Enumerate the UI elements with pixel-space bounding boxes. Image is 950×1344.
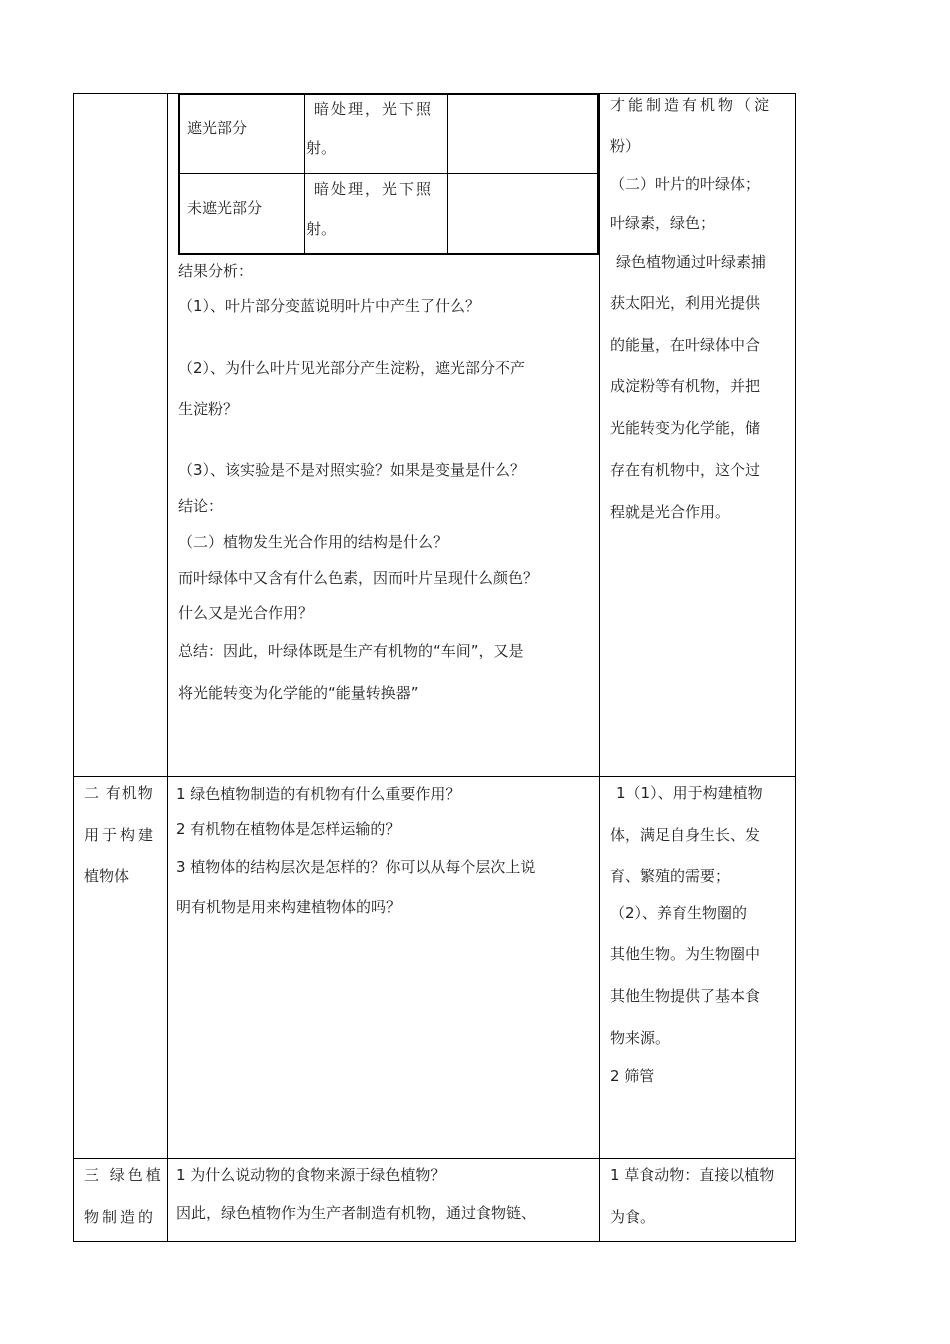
text-line: 3 植物体的结构层次是怎样的？你可以从每个层次上说 bbox=[176, 858, 536, 876]
row-divider-1 bbox=[73, 776, 796, 777]
inner-cell-treatment-2a: 暗处理，光下照 bbox=[314, 180, 434, 198]
outer-border-left bbox=[73, 93, 74, 1242]
inner-table-col-1 bbox=[304, 93, 305, 255]
text-line: 明有机物是用来构建植物体的吗？ bbox=[176, 898, 402, 916]
text-line: 粉） bbox=[610, 137, 641, 155]
row-divider-2 bbox=[73, 1158, 796, 1159]
text-line: 而叶绿体中又含有什么色素，因而叶片呈现什么颜色？ bbox=[178, 569, 539, 587]
text-line: （2）、为什么叶片见光部分产生淀粉，遮光部分不产 bbox=[178, 359, 526, 377]
text-line: 体，满足自身生长、发 bbox=[610, 826, 761, 844]
text-line: 2 筛管 bbox=[610, 1067, 655, 1085]
section-heading: 二 有机物 bbox=[84, 784, 154, 802]
text-line: 为食。 bbox=[610, 1208, 656, 1226]
text-line: 育、繁殖的需要； bbox=[610, 867, 731, 885]
inner-table-col-2 bbox=[447, 93, 448, 255]
text-line: 才能制造有机物（淀 bbox=[610, 96, 773, 114]
text-line: 获太阳光，利用光提供 bbox=[610, 294, 761, 312]
text-line: 的能量，在叶绿体中合 bbox=[610, 336, 761, 354]
inner-table-mid bbox=[178, 173, 598, 174]
text-line: 成淀粉等有机物，并把 bbox=[610, 377, 761, 395]
text-line: 1（1）、用于构建植物 bbox=[616, 784, 763, 802]
text-line: 1 绿色植物制造的有机物有什么重要作用？ bbox=[176, 785, 461, 803]
text-line: （二）植物发生光合作用的结构是什么？ bbox=[178, 533, 449, 551]
text-line: 存在有机物中，这个过 bbox=[610, 461, 761, 479]
inner-cell-shaded: 遮光部分 bbox=[187, 119, 248, 137]
text-line: 1 草食动物：直接以植物 bbox=[610, 1166, 775, 1184]
section-heading: 三 绿色植 bbox=[84, 1166, 164, 1184]
text-line: 2 有机物在植物体是怎样运输的？ bbox=[176, 820, 401, 838]
inner-table-bottom bbox=[178, 253, 598, 255]
inner-table-top bbox=[178, 93, 598, 95]
text-line: 将光能转变为化学能的“能量转换器” bbox=[178, 684, 419, 702]
section-heading: 物制造的 bbox=[84, 1208, 157, 1226]
text-line: 叶绿素，绿色； bbox=[610, 214, 716, 232]
text-line: 结果分析： bbox=[178, 262, 254, 280]
text-line: 绿色植物通过叶绿素捕 bbox=[616, 253, 767, 271]
text-line: 生淀粉？ bbox=[178, 400, 239, 418]
inner-cell-treatment-1b: 射。 bbox=[306, 139, 337, 157]
column-divider-1 bbox=[167, 93, 168, 1242]
section-heading: 植物体 bbox=[84, 867, 130, 885]
text-line: （2）、养育生物圈的 bbox=[610, 904, 748, 922]
text-line: 因此，绿色植物作为生产者制造有机物，通过食物链、 bbox=[176, 1204, 537, 1222]
section-heading: 用于构建 bbox=[84, 826, 157, 844]
text-line: （1）、叶片部分变蓝说明叶片中产生了什么？ bbox=[178, 297, 481, 315]
outer-border-bottom bbox=[73, 1241, 796, 1242]
text-line: 总结：因此，叶绿体既是生产有机物的“车间”，又是 bbox=[178, 642, 524, 660]
inner-cell-treatment-1a: 暗处理，光下照 bbox=[314, 100, 434, 118]
text-line: 其他生物提供了基本食 bbox=[610, 987, 761, 1005]
text-line: （二）叶片的叶绿体； bbox=[610, 175, 761, 193]
text-line: 光能转变为化学能，储 bbox=[610, 419, 761, 437]
text-line: 1 为什么说动物的食物来源于绿色植物？ bbox=[176, 1166, 446, 1184]
outer-border-right bbox=[795, 93, 796, 1242]
text-line: 结论： bbox=[178, 497, 224, 515]
text-line: 程就是光合作用。 bbox=[610, 503, 731, 521]
text-line: 什么又是光合作用？ bbox=[178, 604, 314, 622]
inner-cell-treatment-2b: 射。 bbox=[306, 220, 337, 238]
text-line: （3）、该实验是不是对照实验？如果是变量是什么？ bbox=[178, 461, 526, 479]
inner-table-left bbox=[178, 93, 180, 255]
inner-cell-unshaded: 未遮光部分 bbox=[187, 199, 263, 217]
text-line: 物来源。 bbox=[610, 1029, 671, 1047]
column-divider-2 bbox=[599, 93, 600, 1242]
inner-table-right bbox=[597, 93, 599, 255]
text-line: 其他生物。为生物圈中 bbox=[610, 945, 761, 963]
